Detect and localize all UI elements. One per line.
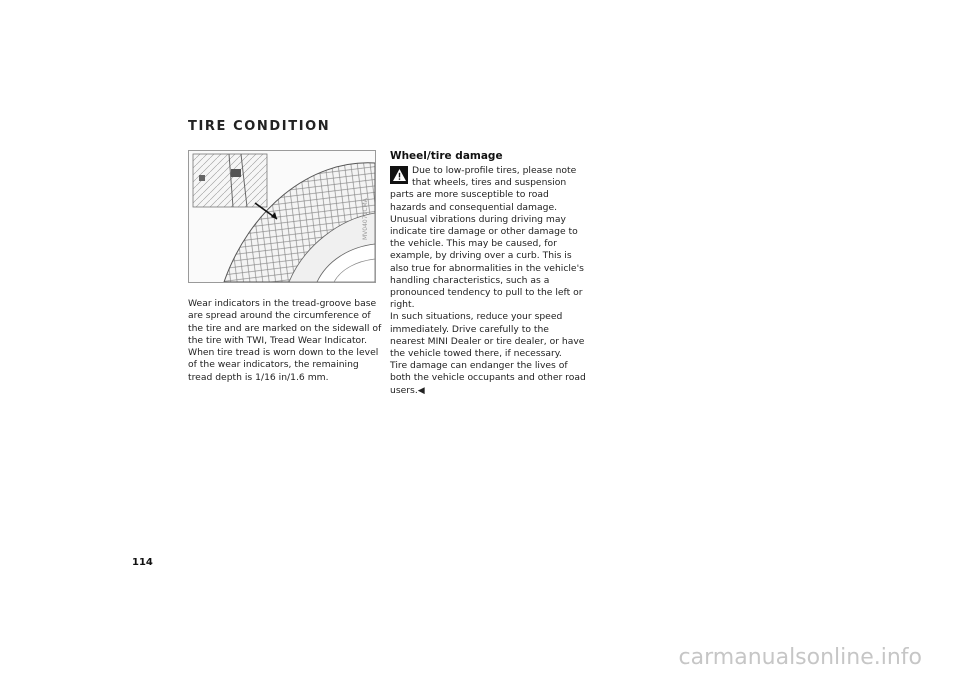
end-mark-icon: ◀: [417, 385, 425, 396]
vibration-paragraph: Unusual vibrations during driving may indicate tire damage or other damage to the vehicle. This may be caused, for example, by driving over a curb. This is also true for abnormalities in the vehicle's handling characteristics, such as a pronounced tendency to pull to the left or right.: [390, 213, 584, 311]
tire-tread-illustration: [188, 150, 376, 283]
section-title: TIRE CONDITION: [188, 119, 331, 134]
danger-paragraph: [390, 360, 586, 397]
reduce-speed-paragraph: In such situations, reduce your speed immediately. Drive carefully to the nearest MINI Dealer or tire dealer, or have the vehicle towed there, if necessary.: [390, 311, 585, 360]
danger-text: Tire damage can endanger the lives of both the vehicle occupants and other road users.: [390, 360, 586, 396]
tire-tread-drawing: [189, 151, 375, 282]
figure-code: MV04071CMA: [362, 198, 369, 240]
warning-paragraph: Due to low-profile tires, please note that wheels, tires and suspension parts are more susceptible to road hazards and consequential damage.: [390, 165, 577, 213]
tread-wear-paragraph: Wear indicators in the tread-groove base are spread around the circumference of the tire and are marked on the sidewall of the tire with TWI, Tread Wear Indicator. When tire tread is worn down to the level of the wear indicators, the remaining tread depth is 1/16 in/1.6 mm.: [188, 298, 382, 383]
warning-body: [390, 165, 586, 397]
watermark: carmanualsonline.info: [678, 645, 922, 670]
page-number: 114: [132, 557, 153, 568]
section-heading: Wheel/tire damage: [390, 150, 503, 162]
